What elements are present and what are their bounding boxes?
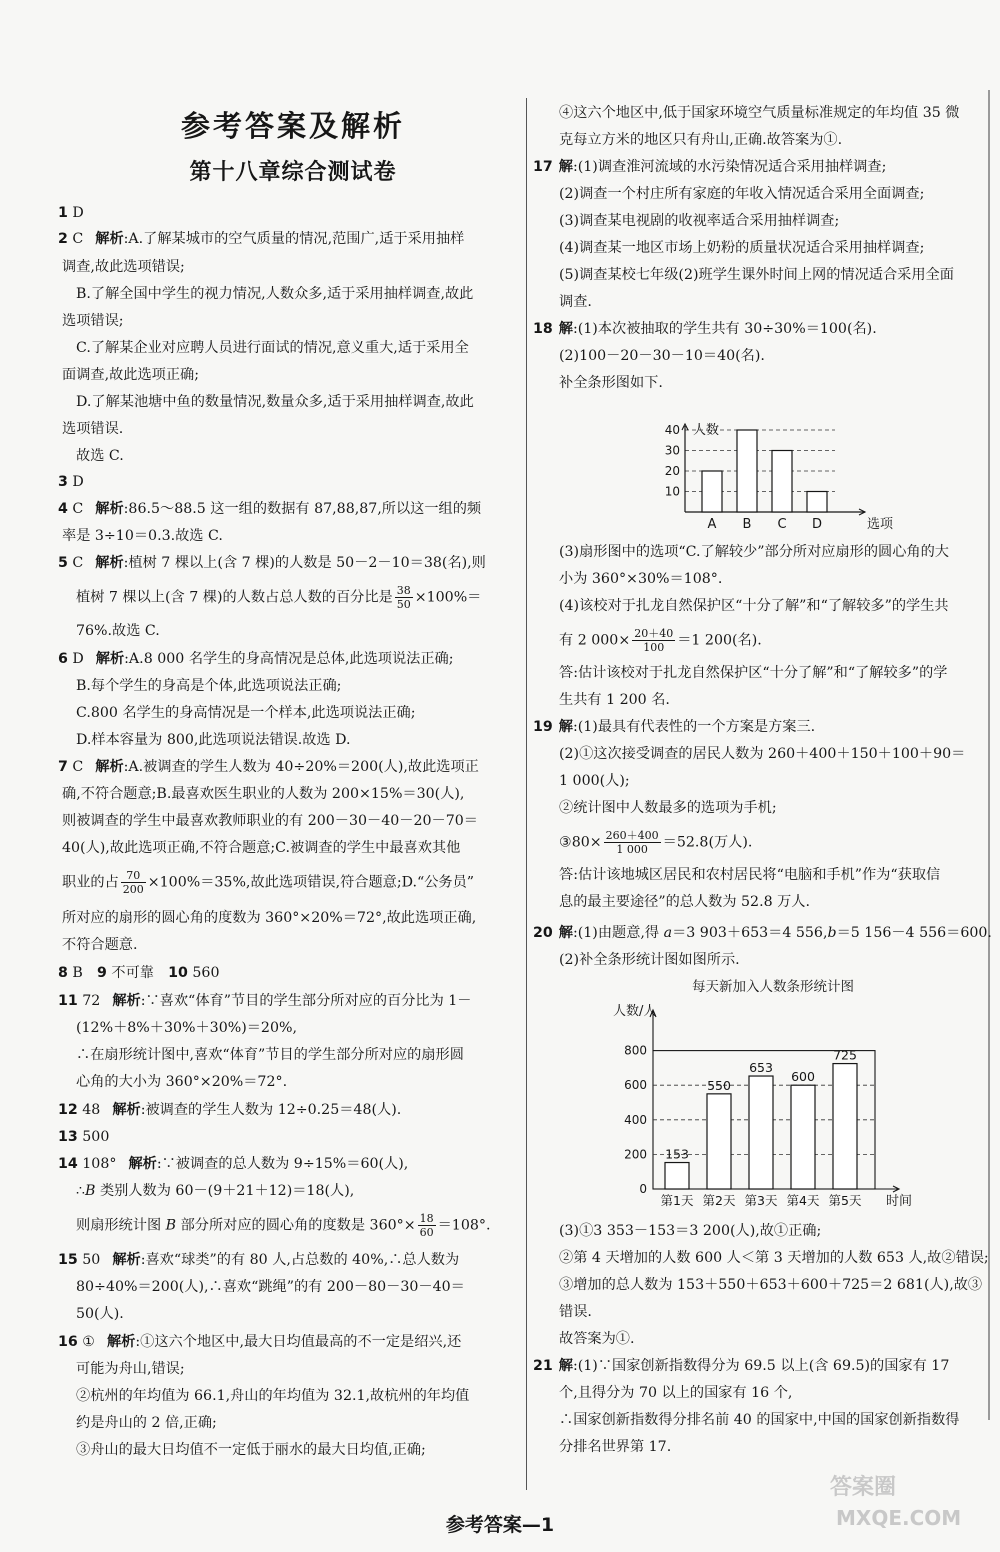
answer-page: 参考答案及解析 第十八章综合测试卷 1 D 2 C 解析:A.了解某城市的空气质量的情况,范围广,适于采用抽样 调查,故此选项错误; B.了解全国中学生的视力情况,人数众多,适于采用抽样调查,故此 选项错误; C.了解某企业对应聘人员进行面试的情况,意义重大,适于采用全 面调查,故此选项正确; D.了解某池塘中鱼的数量情况,数量众多,适于采用抽样调查,故此 选项错误. 故选 C. 3 D 4 C 解析:86.5～88.5 这一组的数据有 87,88,87,所以这一组的频 率是 3÷10＝0.3.故选 C. 5 C 解析:植树 7 棵以上(含 7 棵)的人数是 50－2－10＝38(名),则 植树 7 棵以上(含 7 棵)的人数占总人数的百分比是 $\frac{38}{50}$ ×100%＝ 76%.故选 C. 6 D 解析:A.8 000 名学生的身高情况是总体,此选项说法正确; B.每个学生的身高是个体,此选项说法正确; C.800 名学生的身高情况是一个样本,此选项说法正确; D.样本容量为 800,此选项说法错误.故选 D. 7 C 解析:A.被调查的学生人数为 40÷20%＝200(人),故此选项正 确,不符合题意;B.最喜欢医生职业的人数为 200×15%＝30(人), 则被调查的学生中最喜欢教师职业的有 200－30－40－20－70＝ 40(人),故此选项正确,不符合题意;C.被调查的学生中最喜欢其他 职业的占 $\frac{70}{200}$ ×100%＝35%,故此选项错误,符合题意;D.“公务员” 所对应的扇形的圆心角的度数为 360°×20%＝72°,故此选项正确, 不符合题意. 8 B 9 不可靠 10 560 11 72 解析:∵喜欢“体育”节目的学生部分所对应的百分比为 1－ (12%＋8%＋30%＋30%)＝20%, ∴在扇形统计图中,喜欢“体育”节目的学生部分所对应的扇形圆 心角的大小为 360°×20%＝72°. 12 48 解析:被调查的学生人数为 12÷0.25＝48(人). 13 500 14 108° 解析:∵被调查的总人数为 9÷15%＝60(人), ∴B 类别人数为 60－(9＋21＋12)＝18(人), 则扇形统计图 B 部分所对应的圆心角的度数是 360°× $\frac{18}{60}$ ＝108°. 15 50 解析:喜欢“球类”的有 80 人,占总数的 40%,∴总人数为 80÷40%＝200(人),∴喜欢“跳绳”的有 200－80－30－40＝ 50(人). 16 ① 解析:①这六个地区中,最大日均值最高的不一定是绍兴,还 可能为舟山,错误; ②杭州的年均值为 66.1,舟山的年均值为 32.1,故杭州的年均值 约是舟山的 2 倍,正确; ③舟山的最大日均值不一定低于丽水的最大日均值,正确; ④这六个地区中,低于国家环境空气质量标准规定的年均值 35 微 克每立方米的地区只有舟山,正确.故答案为①. 17 解:(1)调查淮河流域的水污染情况适合采用抽样调查; (2)调查一个村庄所有家庭的年收入情况适合采用全面调查; (3)调查某电视剧的收视率适合采用抽样调查; (4)调查某一地区市场上奶粉的质量状况适合采用抽样调查; (5)调查某校七年级(2)班学生课外时间上网的情况适合采用全面 调查. 18 解:(1)本次被抽取的学生共有 30÷30%＝100(名). (2)100－20－30－10＝40(名). 补全条形图如下. 10 20 30 40 人数 选项 A B C D (3)扇形图中的选项“C.了解较少”部分所对应扇形的圆心角的大 小为 360°×30%＝108°. (4)该校对于扎龙自然保护区“十分了解”和“了解较多”的学生共 有 2 000× $\frac{20+40}{100}$ ＝1 200(名). 答:估计该校对于扎龙自然保护区“十分了解”和“了解较多”的学 生共有 1 200 名. 19 解:(1)最具有代表性的一个方案是方案三. (2)①这次接受调查的居民人数为 260＋400＋150＋100＋90＝ 1 000(人); ②统计图中人数最多的选项为手机; ③80× $\frac{260+400}{1 000}$ ＝52.8(万人). 答:估计该地城区居民和农村居民将“电脑和手机”作为“获取信 息的最主要途径”的总人数为 52.8 万人. 20 解:(1)由题意,得 a＝3 903＋653＝4 556,b＝5 156－4 556＝600. (2)补全条形统计图如图所示. 每天新加入人数条形统计图 人数/人 0 200 400 600 800 时间 153 第1天 550 第2天 653 第3天 600 第4天 725 第5天 (3)①3 353－153＝3 200(人),故①正确; ②第 4 天增加的人数 600 人＜第 3 天增加的人数 653 人,故②错误; ③增加的总人数为 153＋550＋653＋600＋725＝2 681(人),故③ 错误. 故答案为①. 21 解:(1)∵国家创新指数得分为 69.5 以上(含 69.5)的国家有 17 个,且得分为 70 以上的国家有 16 个, ∴国家创新指数得分排名前 40 的国家中,中国的国家创新指数得 分排名世界第 17. 参考答案—1 答案圈 MXQE.COM xyxy=(0,0,1000,1552)
answer-12: 12 48 解析:被调查的学生人数为 12÷0.25＝48(人). xyxy=(58,1102,402,1118)
y-tick-label: 20 xyxy=(664,464,680,478)
column-divider xyxy=(526,98,527,1490)
answer-7: 7 C 解析:A.被调查的学生人数为 40÷20%＝200(人),故此选项正 xyxy=(58,759,479,775)
answer-1: 1 D xyxy=(58,205,84,221)
page-subtitle: 第十八章综合测试卷 xyxy=(189,160,397,185)
bar xyxy=(702,471,722,512)
answer-15: 15 50 解析:喜欢“球类”的有 80 人,占总数的 40%,∴总人数为 xyxy=(58,1252,460,1268)
watermark-logo: 答案圈 xyxy=(830,1475,897,1500)
y-tick-label: 40 xyxy=(664,423,680,437)
page-title: 参考答案及解析 xyxy=(180,109,405,143)
answer-16: 16 ① 解析:①这六个地区中,最大日均值最高的不一定是绍兴,还 xyxy=(58,1334,462,1350)
x-axis-label: 选项 xyxy=(867,517,894,532)
answer-13: 13 500 xyxy=(58,1129,110,1145)
bar xyxy=(665,1163,689,1189)
y-tick-label: 600 xyxy=(624,1078,647,1093)
bar xyxy=(707,1094,731,1189)
y-tick-label: 200 xyxy=(624,1147,647,1162)
page-footer: 参考答案—1 xyxy=(445,1514,555,1536)
watermark-url: MXQE.COM xyxy=(836,1506,962,1530)
bar-data-label: 653 xyxy=(749,1060,773,1076)
y-axis-label: 人数 xyxy=(693,423,720,438)
bar-chart-options xyxy=(649,420,894,540)
answer-20: 20 解:(1)由题意,得 a＝3 903＋653＝4 556,b＝5 156－4 556＝600. xyxy=(533,925,992,941)
x-axis-label: 时间 xyxy=(885,1194,913,1209)
bar xyxy=(749,1076,773,1189)
bar xyxy=(791,1085,815,1189)
y-tick-label: 30 xyxy=(664,443,680,458)
y-tick-label: 800 xyxy=(624,1043,647,1058)
y-tick-label: 10 xyxy=(664,484,680,499)
x-tick-label: B xyxy=(742,517,752,532)
x-tick-label: D xyxy=(811,517,823,532)
x-tick-label: 第1天 xyxy=(660,1193,694,1208)
bar xyxy=(807,492,827,513)
bar-data-label: 600 xyxy=(791,1069,815,1085)
bar-data-label: 153 xyxy=(665,1146,689,1162)
bar xyxy=(772,451,792,513)
page-edge-line xyxy=(988,90,990,1420)
x-tick-label: C xyxy=(777,517,787,532)
answer-19: 19 解:(1)最具有代表性的一个方案是方案三. xyxy=(533,719,816,735)
answer-14: 14 108° 解析:∵被调查的总人数为 9÷15%＝60(人), xyxy=(58,1156,409,1172)
answer-3: 3 D xyxy=(58,474,84,490)
answer-2: 2 C 解析:A.了解某城市的空气质量的情况,范围广,适于采用抽样 xyxy=(58,231,465,247)
answer-8-10: 8 B 9 不可靠 10 560 xyxy=(58,965,220,981)
bar-chart-daily-new-members xyxy=(613,975,943,1220)
answer-17: 17 解:(1)调查淮河流域的水污染情况适合采用抽样调查; xyxy=(533,159,887,175)
y-axis-label: 人数/人 xyxy=(613,1004,657,1019)
x-tick-label: 第4天 xyxy=(786,1193,820,1208)
y-tick-label: 0 xyxy=(639,1182,647,1196)
bar xyxy=(737,430,757,512)
bar-data-label: 550 xyxy=(707,1077,731,1093)
answer-11: 11 72 解析:∵喜欢“体育”节目的学生部分所对应的百分比为 1－ xyxy=(58,993,472,1009)
x-tick-label: 第5天 xyxy=(828,1193,862,1208)
bar-data-label: 725 xyxy=(833,1047,857,1063)
x-tick-label: 第3天 xyxy=(744,1193,778,1208)
x-tick-label: 第2天 xyxy=(702,1193,736,1208)
chart-title: 每天新加入人数条形统计图 xyxy=(692,979,854,995)
x-tick-label: A xyxy=(707,517,717,532)
answer-5: 5 C 解析:植树 7 棵以上(含 7 棵)的人数是 50－2－10＝38(名),则 xyxy=(58,555,486,571)
answer-6: 6 D 解析:A.8 000 名学生的身高情况是总体,此选项说法正确; xyxy=(58,651,454,667)
answer-4: 4 C 解析:86.5～88.5 这一组的数据有 87,88,87,所以这一组的频 xyxy=(58,501,482,517)
bar xyxy=(833,1064,857,1189)
y-tick-label: 400 xyxy=(624,1112,647,1127)
answer-18: 18 解:(1)本次被抽取的学生共有 30÷30%＝100(名). xyxy=(533,321,877,337)
answer-21: 21 解:(1)∵国家创新指数得分为 69.5 以上(含 69.5)的国家有 17 xyxy=(533,1358,950,1374)
